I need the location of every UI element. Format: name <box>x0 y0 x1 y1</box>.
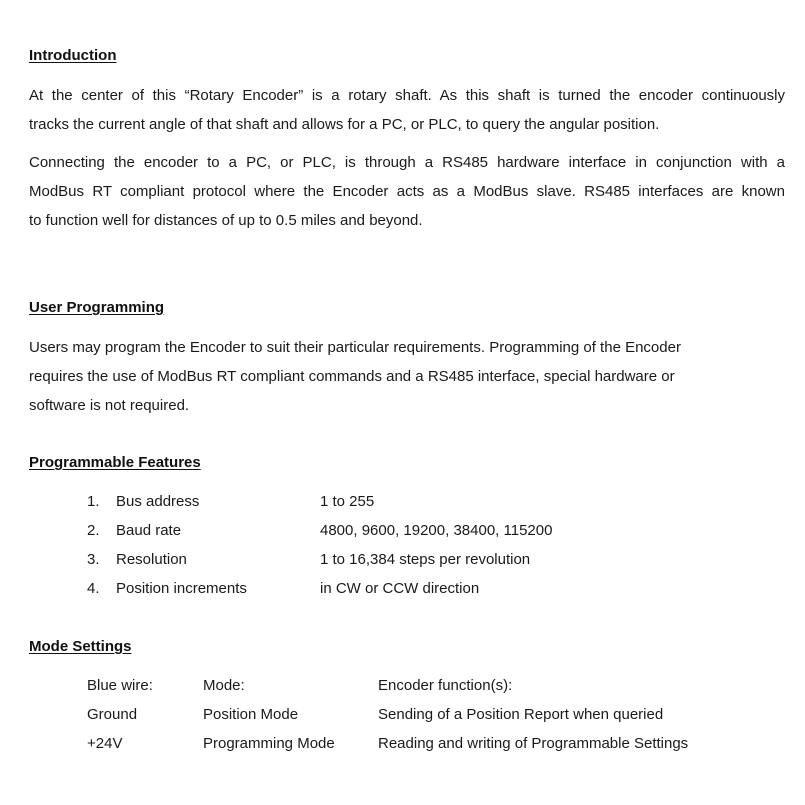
wire-value: Ground <box>87 706 138 723</box>
paragraph-line: requires the use of ModBus RT compliant commands and a RS485 interface, special hardware or <box>29 368 675 385</box>
feature-name: Position increments <box>116 580 247 597</box>
feature-value: 4800, 9600, 19200, 38400, 115200 <box>320 522 553 539</box>
column-header-wire: Blue wire: <box>87 677 153 694</box>
user-programming-paragraph <box>29 333 785 420</box>
paragraph-line: At the center of this “Rotary Encoder” is a rotary shaft. As this shaft is turned the encoder continuously <box>29 87 785 104</box>
column-header-mode: Mode: <box>203 677 245 694</box>
paragraph-line: ModBus RT compliant protocol where the Encoder acts as a ModBus slave. RS485 interfaces are known <box>29 183 785 200</box>
feature-name: Baud rate <box>116 522 182 539</box>
feature-value: 1 to 255 <box>320 493 375 510</box>
paragraph-line: Users may program the Encoder to suit their particular requirements. Programming of the Encoder <box>29 339 681 356</box>
mode-settings-heading: Mode Settings <box>29 638 132 655</box>
wire-value: +24V <box>87 735 123 752</box>
introduction-paragraph-1 <box>29 81 785 139</box>
feature-number: 4. <box>87 580 100 597</box>
feature-value: in CW or CCW direction <box>320 580 480 597</box>
mode-value: Position Mode <box>203 706 299 723</box>
mode-value: Programming Mode <box>203 735 335 752</box>
feature-number: 1. <box>87 493 100 510</box>
feature-item <box>0 522 805 542</box>
feature-value: 1 to 16,384 steps per revolution <box>320 551 531 568</box>
feature-name: Resolution <box>116 551 187 568</box>
paragraph-line: Connecting the encoder to a PC, or PLC, is through a RS485 hardware interface in conjunction with a <box>29 154 785 171</box>
mode-settings-header-row <box>0 677 805 697</box>
function-value: Sending of a Position Report when queried <box>378 706 664 723</box>
paragraph-line: tracks the current angle of that shaft and allows for a PC, or PLC, to query the angular position. <box>29 116 660 133</box>
user-programming-heading: User Programming <box>29 299 165 316</box>
feature-item <box>0 493 805 513</box>
paragraph-line: software is not required. <box>29 397 190 414</box>
function-value: Reading and writing of Programmable Settings <box>378 735 689 752</box>
feature-number: 2. <box>87 522 100 539</box>
feature-item <box>0 551 805 571</box>
introduction-heading: Introduction <box>29 47 117 64</box>
feature-number: 3. <box>87 551 100 568</box>
feature-name: Bus address <box>116 493 200 510</box>
programmable-features-heading: Programmable Features <box>29 454 201 471</box>
introduction-paragraph-2 <box>29 148 785 235</box>
feature-item <box>0 580 805 600</box>
paragraph-line: to function well for distances of up to 0.5 miles and beyond. <box>29 212 423 229</box>
mode-settings-row <box>0 735 805 755</box>
column-header-function: Encoder function(s): <box>378 677 513 694</box>
mode-settings-row <box>0 706 805 726</box>
